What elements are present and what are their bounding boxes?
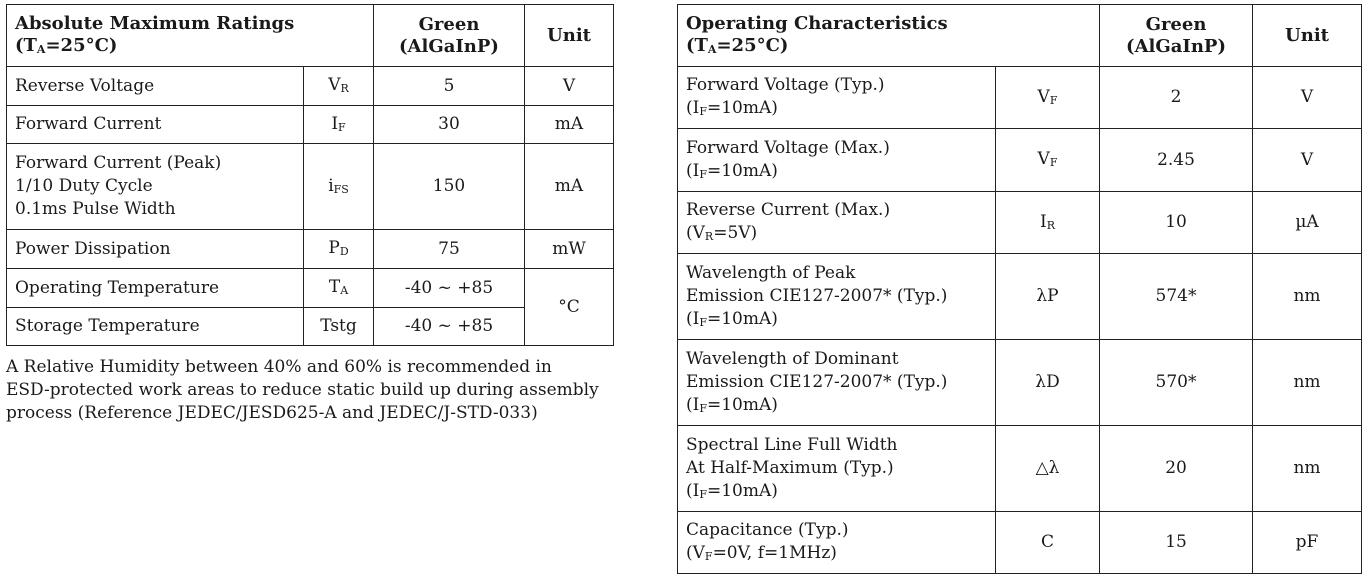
table-row — [678, 426, 1362, 512]
amr-title-cell — [7, 5, 374, 67]
param-cell: Reverse Current (Max.) (VR=5V) — [678, 192, 996, 254]
table-row — [678, 254, 1362, 340]
param-cell: Forward Current (Peak) 1/10 Duty Cycle 0.1ms Pulse Width — [7, 144, 304, 230]
table-row — [7, 106, 614, 144]
amr-unit-header: Unit — [525, 5, 614, 67]
param-cell: Reverse Voltage — [7, 67, 304, 106]
amr-title: Absolute Maximum Ratings — [15, 12, 295, 34]
oc-unit-header: Unit — [1253, 5, 1362, 67]
amr-green-header — [374, 5, 525, 67]
value-cell: 574* — [1100, 254, 1253, 340]
unit-cell: mA — [525, 106, 614, 144]
value-cell: 570* — [1100, 340, 1253, 426]
table-row — [678, 129, 1362, 192]
symbol-cell: IR — [996, 192, 1100, 254]
table-row — [7, 67, 614, 106]
symbol-cell: C — [996, 512, 1100, 574]
unit-cell: V — [525, 67, 614, 106]
value-cell: 5 — [374, 67, 525, 106]
oc-header-row — [678, 5, 1362, 67]
param-cell: Forward Current — [7, 106, 304, 144]
param-cell: Wavelength of Dominant Emission CIE127-2007* (Typ.) (IF=10mA) — [678, 340, 996, 426]
amr-green-label: Green — [418, 13, 480, 35]
table-row — [7, 144, 614, 230]
amr-header-row — [7, 5, 614, 67]
unit-cell: nm — [1253, 340, 1362, 426]
unit-cell: mW — [525, 230, 614, 269]
value-cell: 150 — [374, 144, 525, 230]
param-cell: Spectral Line Full Width At Half-Maximum (Typ.) (IF=10mA) — [678, 426, 996, 512]
absolute-maximum-ratings-table — [6, 4, 614, 346]
symbol-cell: λP — [996, 254, 1100, 340]
value-cell: -40 ~ +85 — [374, 269, 525, 308]
unit-cell: nm — [1253, 426, 1362, 512]
param-cell: Forward Voltage (Typ.) (IF=10mA) — [678, 67, 996, 129]
symbol-cell: λD — [996, 340, 1100, 426]
unit-cell: °C — [525, 269, 614, 346]
symbol-cell: IF — [304, 106, 374, 144]
amr-condition: (TA=25°C) — [15, 34, 118, 56]
table-row — [678, 340, 1362, 426]
oc-green-label: Green — [1145, 13, 1207, 35]
table-row — [7, 230, 614, 269]
table-row — [678, 192, 1362, 254]
table-row — [7, 269, 614, 308]
symbol-cell: VR — [304, 67, 374, 106]
oc-green-header — [1100, 5, 1253, 67]
unit-cell: µA — [1253, 192, 1362, 254]
param-cell: Forward Voltage (Max.) (IF=10mA) — [678, 129, 996, 192]
unit-cell: pF — [1253, 512, 1362, 574]
symbol-cell: △λ — [996, 426, 1100, 512]
unit-cell: V — [1253, 67, 1362, 129]
symbol-cell: PD — [304, 230, 374, 269]
oc-title: Operating Characteristics — [686, 12, 948, 34]
param-cell: Capacitance (Typ.) (VF=0V, f=1MHz) — [678, 512, 996, 574]
value-cell: 15 — [1100, 512, 1253, 574]
param-cell: Storage Temperature — [7, 308, 304, 346]
symbol-cell: TA — [304, 269, 374, 308]
symbol-cell: VF — [996, 67, 1100, 129]
value-cell: 30 — [374, 106, 525, 144]
unit-cell: mA — [525, 144, 614, 230]
symbol-cell: iFS — [304, 144, 374, 230]
value-cell: 2.45 — [1100, 129, 1253, 192]
unit-cell: nm — [1253, 254, 1362, 340]
oc-condition: (TA=25°C) — [686, 34, 789, 56]
table-row — [678, 512, 1362, 574]
value-cell: 10 — [1100, 192, 1253, 254]
oc-green-material: (AlGaInP) — [1126, 35, 1226, 57]
value-cell: 20 — [1100, 426, 1253, 512]
symbol-cell: Tstg — [304, 308, 374, 346]
humidity-note: A Relative Humidity between 40% and 60% is recommended in ESD-protected work areas to reduce static build up during assembly process (Reference JEDEC/JESD625-A and JEDEC/J-STD-033) — [6, 357, 599, 423]
value-cell: 75 — [374, 230, 525, 269]
unit-cell: V — [1253, 129, 1362, 192]
table-row — [678, 67, 1362, 129]
amr-green-material: (AlGaInP) — [399, 35, 499, 57]
table-row — [7, 308, 614, 346]
value-cell: -40 ~ +85 — [374, 308, 525, 346]
param-cell: Power Dissipation — [7, 230, 304, 269]
param-cell: Operating Temperature — [7, 269, 304, 308]
operating-characteristics-table — [677, 4, 1362, 574]
symbol-cell: VF — [996, 129, 1100, 192]
param-cell: Wavelength of Peak Emission CIE127-2007* (Typ.) (IF=10mA) — [678, 254, 996, 340]
value-cell: 2 — [1100, 67, 1253, 129]
oc-title-cell — [678, 5, 1100, 67]
